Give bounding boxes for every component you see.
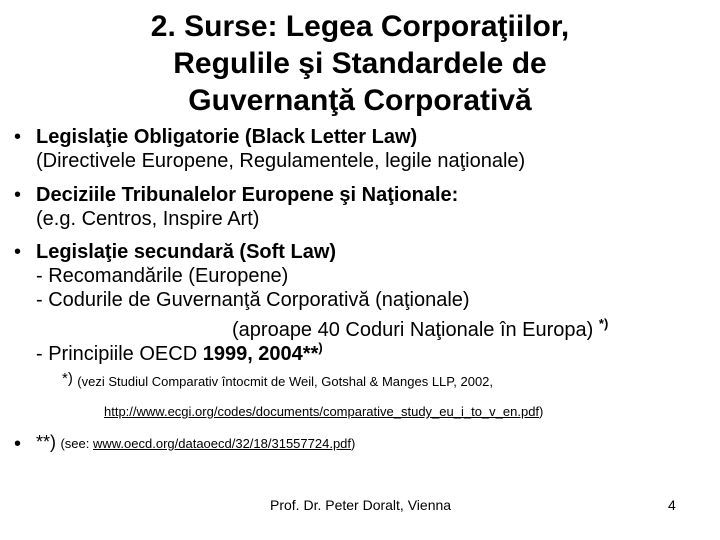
bullet-2-symbol: • <box>14 184 22 206</box>
bullet-2-heading: Deciziile Tribunalelor Europene şi Naţionale: <box>36 184 459 206</box>
bullet-2-detail: (e.g. Centros, Inspire Art) <box>36 208 260 230</box>
footnote-2 <box>36 432 355 453</box>
oecd-principles <box>36 336 323 366</box>
footnote-2-link[interactable]: www.oecd.org/dataoecd/32/18/31557724.pdf <box>92 436 352 451</box>
title-line-1: 2. Surse: Legea Corporaţiilor, <box>150 10 570 43</box>
codes-note-mark: *) <box>598 316 609 331</box>
bullet-1-detail: (Directivele Europene, Regulamentele, legile naţionale) <box>36 150 526 172</box>
page-number: 4 <box>668 497 676 513</box>
footnote-1-source <box>104 404 543 419</box>
bullet-1-symbol: • <box>14 126 22 148</box>
footnote-2-symbol: • <box>14 433 22 455</box>
oecd-principles-years: 1999, 2004** <box>202 343 319 365</box>
footnote-1-mark: *) <box>62 370 73 387</box>
title-line-3: Guvernanţă Corporativă <box>188 84 532 117</box>
footnote-1 <box>62 370 493 391</box>
bullet-3-heading: Legislaţie secundară (Soft Law) <box>36 241 337 263</box>
codes-note-text: (aproape 40 Coduri Naţionale în Europa) <box>232 319 594 341</box>
footnote-2-close: ) <box>351 436 356 451</box>
footer-author: Prof. Dr. Peter Doralt, Vienna <box>270 497 452 513</box>
slide-title <box>60 8 660 119</box>
footnote-2-prefix: (see: <box>60 436 93 451</box>
footnote-2-mark: **) <box>36 432 57 452</box>
bullet-3-symbol: • <box>14 241 22 263</box>
footnote-1-link[interactable]: http://www.ecgi.org/codes/documents/comparative_study_eu_i_to_v_en.pdf <box>104 404 540 419</box>
title-line-2: Regulile şi Standardele de <box>173 47 547 80</box>
oecd-principles-mark: ) <box>318 340 323 355</box>
footnote-1-text: (vezi Studiul Comparativ întocmit de Weil, Gotshal & Manges LLP, 2002, <box>77 374 494 389</box>
soft-law-item-1: - Recomandările (Europene) <box>36 265 289 287</box>
bullet-1-heading: Legislaţie Obligatorie (Black Letter Law) <box>36 126 418 148</box>
footnote-1-close: ) <box>539 404 544 419</box>
soft-law-item-2: - Codurile de Guvernanţă Corporativă (naţionale) <box>36 289 470 311</box>
oecd-principles-text: - Principiile OECD <box>36 343 203 365</box>
